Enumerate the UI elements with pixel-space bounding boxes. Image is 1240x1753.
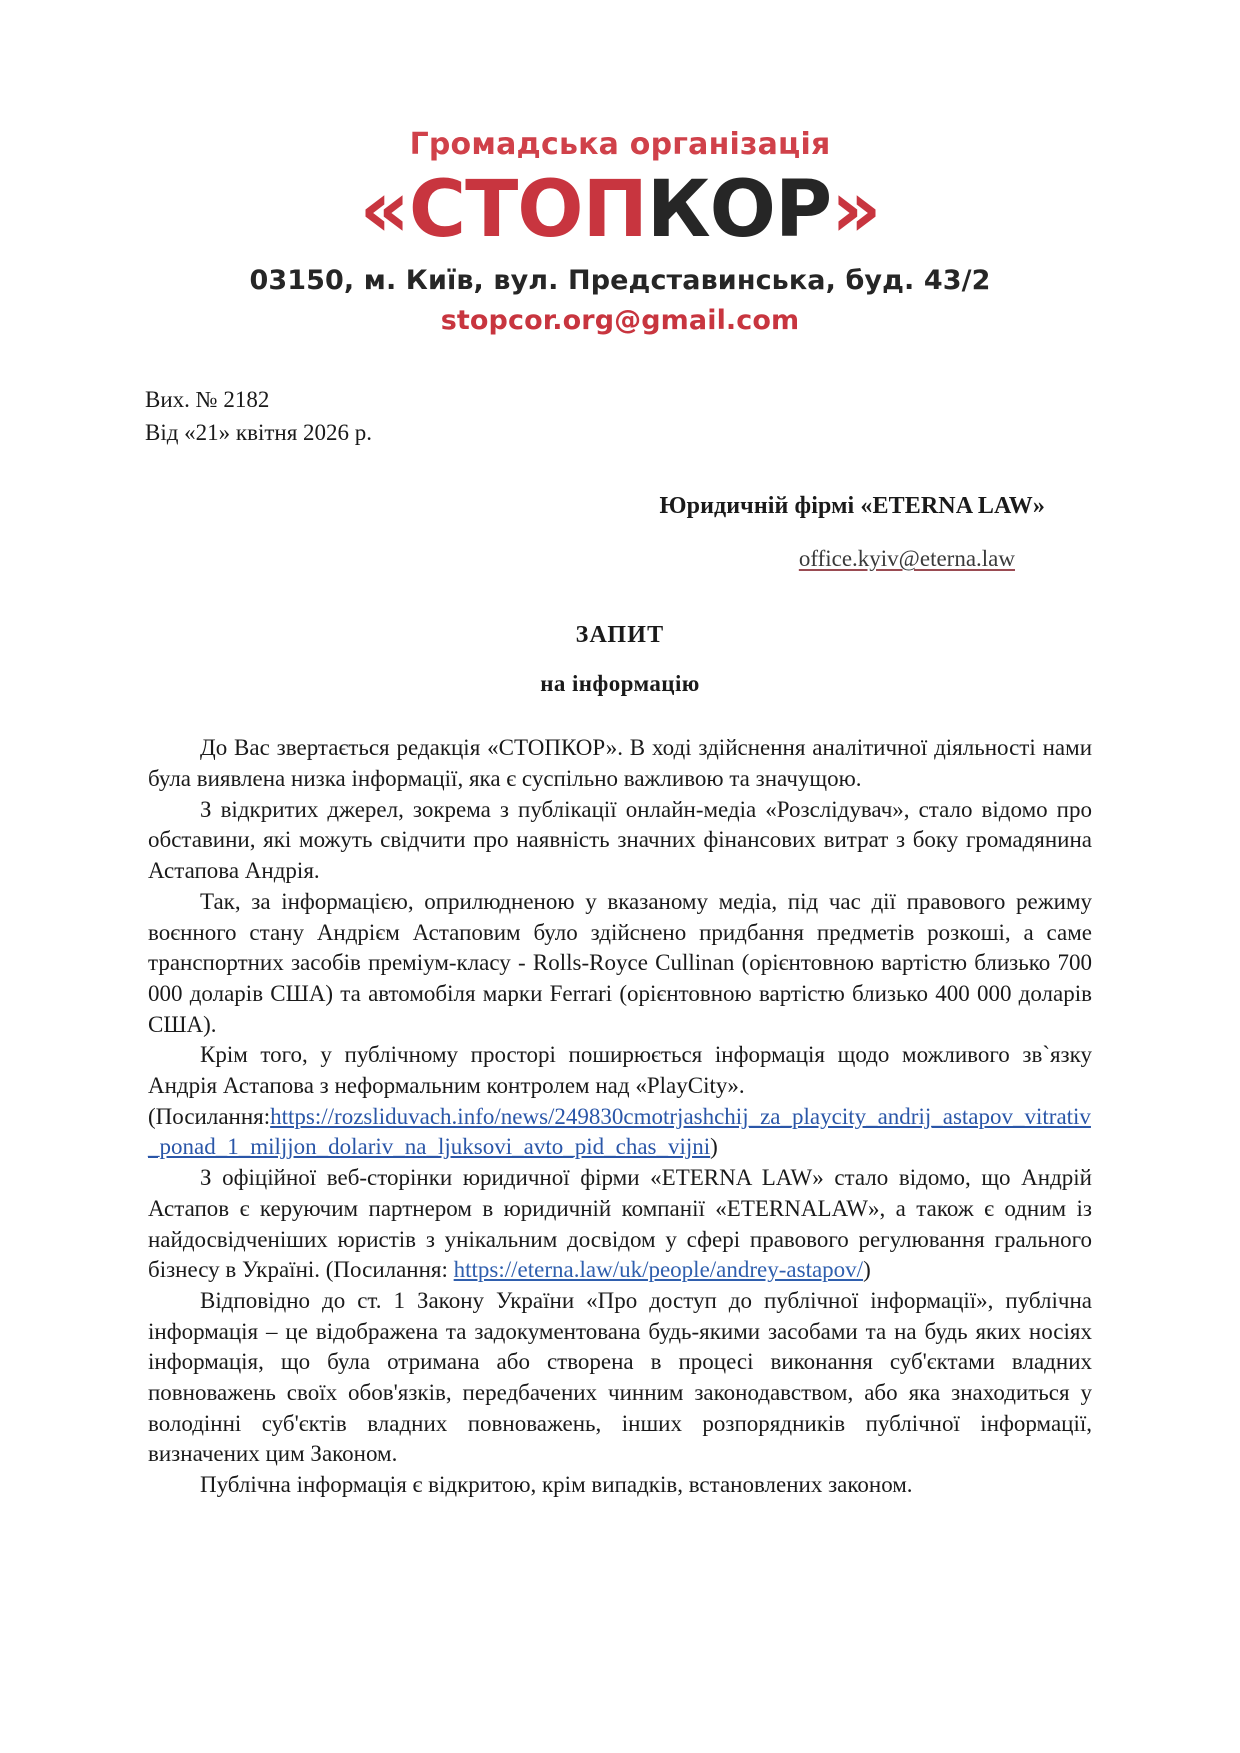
organization-type-line: Громадська організація (409, 127, 831, 162)
outgoing-number: Вих. № 2182 (145, 387, 270, 412)
organization-logo-name (0, 165, 1240, 255)
page-subtitle: на інформацію (540, 671, 700, 697)
paragraph-source-link-rozsliduvach (148, 1102, 1092, 1163)
link-suffix-label: ) (710, 1134, 718, 1160)
addressee-block (0, 493, 1045, 572)
organization-email: stopcor.org@gmail.com (440, 305, 800, 336)
paragraph-luxury-purchases: Так, за інформацією, оприлюдненою у вказаному медіа, під час дії правового режиму воєнного стану Андрієм Астаповим було здійснено придбання предметів розкоші, а саме транспортних засобів преміум-класу - Rolls-Royce Cullinan (орієнтовною вартістю близько 700 000 доларів США) та автомобіля марки Ferrari (орієнтовною вартістю близько 400 000 доларів США). (148, 888, 1092, 1037)
eterna-link-suffix: ) (863, 1257, 871, 1283)
addressee-email[interactable]: office.kyiv@eterna.law (798, 546, 1015, 572)
reference-block (145, 384, 1240, 449)
document-title-block (0, 622, 1240, 697)
rozsliduvach-article-link[interactable]: https://rozsliduvach.info/news/249830cmotrjashchij_za_playcity_andrij_astapov_vitrativ_ponad_1_miljjon_dolariv_na_ljuksovi_avto_pid_chas_vijni (148, 1103, 1091, 1160)
page-title: ЗАПИТ (575, 622, 665, 649)
logo-open-quote: « (359, 165, 409, 255)
paragraph-law-definition: Відповідно до ст. 1 Закону України «Про доступ до публічної інформації», публічна інформація – це відображена та задокументована будь-якими засобами та на будь яких носіях інформація, що була отримана або створена в процесі виконання суб'єктами владних повноважень своїх обов'язків, передбачених чинним законодавством, або яка знаходиться у володінні суб'єктів владних повноважень, інших розпорядників публічної інформації, визначених цим Законом. (148, 1287, 1092, 1467)
paragraph-eterna-law (148, 1163, 1092, 1286)
document-body (148, 733, 1092, 1501)
logo-close-quote: » (831, 165, 881, 255)
letterhead (0, 0, 1240, 336)
document-date: Від «21» квітня 2026 р. (145, 419, 373, 445)
paragraph-intro: До Вас звертається редакція «СТОПКОР». В ході здійснення аналітичної діяльності нами була виявлена низка інформації, яка є суспільно важливою та значущою. (148, 735, 1092, 792)
logo-name-dark: КОР (646, 165, 832, 255)
eterna-profile-link[interactable]: https://eterna.law/uk/people/andrey-astapov/ (453, 1257, 864, 1283)
eterna-paragraph-text: З офіційної веб-сторінки юридичної фірми «ETERNA LAW» стало відомо, що Андрій Астапов є керуючим партнером в юридичній компанії «ETERNALAW», а також є одним із найдосвідченіших юристів з унікальним досвідом у сфері правового регулювання грального бізнесу в Україні. (Посилання: (148, 1165, 1092, 1283)
organization-address: 03150, м. Київ, вул. Представинська, буд. 43/2 (249, 265, 991, 296)
paragraph-public-information: Публічна інформація є відкритою, крім випадків, встановлених законом. (200, 1472, 913, 1498)
link-prefix-label: (Посилання: (148, 1103, 271, 1129)
logo-name-red: СТОП (408, 165, 647, 255)
addressee-name: Юридичній фірмі «ETERNA LAW» (659, 493, 1045, 520)
paragraph-playcity: Крім того, у публічному просторі поширюється інформація щодо можливого зв`язку Андрія Астапова з неформальним контролем над «PlayCity». (148, 1042, 1092, 1099)
paragraph-open-sources: З відкритих джерел, зокрема з публікації онлайн-медіа «Розслідувач», стало відомо про обставини, які можуть свідчити про наявність значних фінансових витрат з боку громадянина Астапова Андрія. (148, 796, 1092, 884)
